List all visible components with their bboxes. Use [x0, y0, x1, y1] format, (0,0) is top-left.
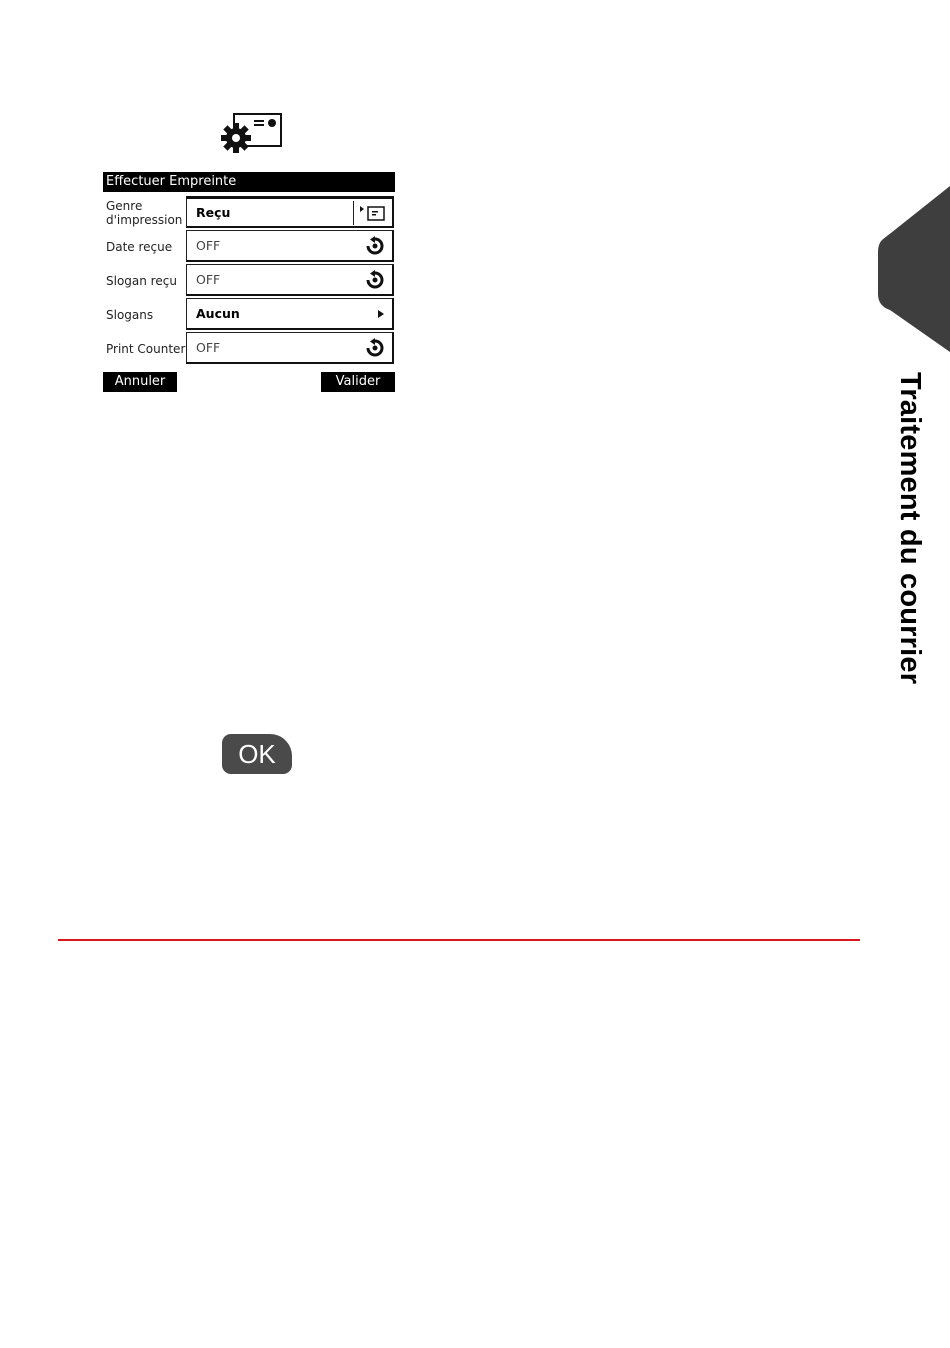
- slogans-field[interactable]: [186, 298, 394, 330]
- chapter-title: Traitement du courrier: [894, 372, 926, 685]
- field-value: OFF: [196, 272, 221, 287]
- row-print-counter[interactable]: [103, 332, 395, 366]
- field-value: Reçu: [196, 205, 231, 220]
- toggle-cycle-icon[interactable]: [364, 338, 386, 358]
- cancel-button[interactable]: Annuler: [103, 372, 177, 392]
- row-label: Slogan reçu: [106, 274, 177, 288]
- field-value: OFF: [196, 238, 221, 253]
- ok-key-button[interactable]: OK: [222, 734, 292, 774]
- field-value: OFF: [196, 340, 221, 355]
- slogan-received-field[interactable]: [186, 264, 394, 296]
- row-date-received[interactable]: [103, 230, 395, 264]
- print-settings-screen: [103, 172, 395, 392]
- toggle-cycle-icon[interactable]: [364, 236, 386, 256]
- row-slogans[interactable]: [103, 298, 395, 332]
- screen-title: Effectuer Empreinte: [103, 172, 395, 192]
- settings-envelope-icon: [220, 112, 284, 156]
- print-type-field[interactable]: [186, 196, 394, 228]
- row-label: Slogans: [106, 308, 154, 322]
- row-print-type[interactable]: [103, 196, 395, 230]
- row-slogan-received[interactable]: [103, 264, 395, 298]
- field-divider: [353, 201, 354, 225]
- print-counter-field[interactable]: [186, 332, 394, 364]
- date-received-field[interactable]: [186, 230, 394, 262]
- chapter-tab: [878, 186, 950, 352]
- validate-button[interactable]: Valider: [321, 372, 395, 392]
- field-value: Aucun: [196, 306, 240, 321]
- row-label: Print Counter: [106, 342, 186, 356]
- row-label: Date reçue: [106, 240, 173, 254]
- arrow-right-icon[interactable]: [376, 308, 386, 320]
- section-divider: [58, 939, 860, 941]
- receipt-select-icon[interactable]: [358, 204, 386, 222]
- toggle-cycle-icon[interactable]: [364, 270, 386, 290]
- row-label: Genre d'impression: [106, 199, 183, 227]
